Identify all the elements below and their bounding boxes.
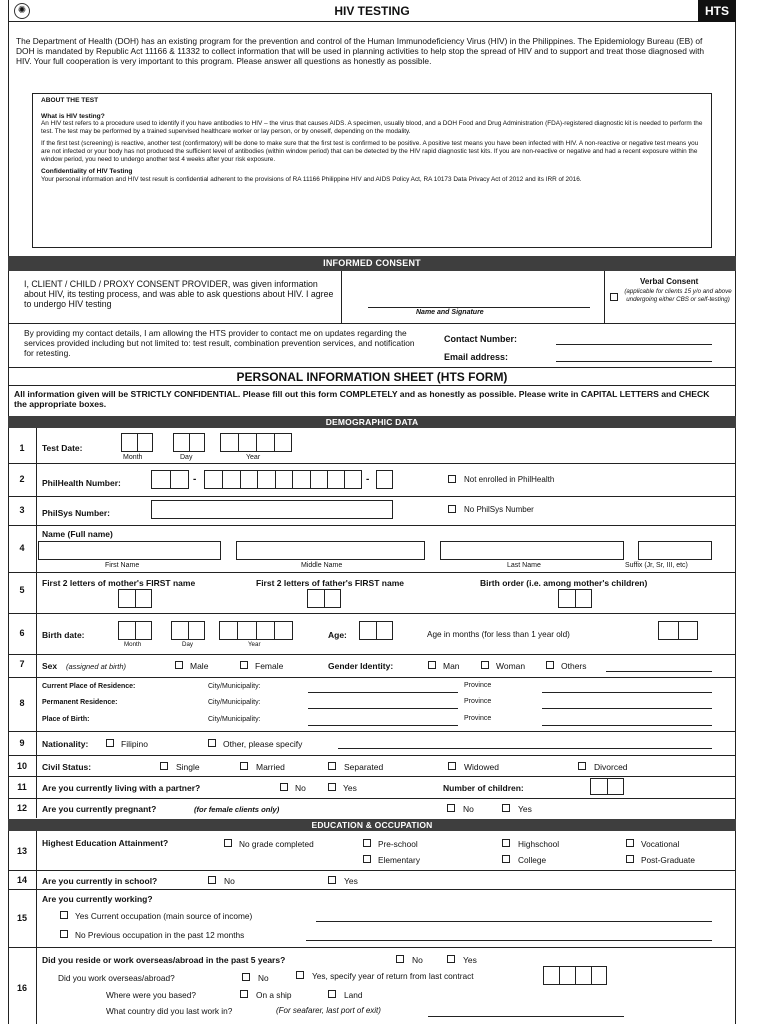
about-q1-text: An HIV test refers to a procedure used to identify if you have antibodies to HIV – the virus that causes AIDS. A specimen, usually blood, and a DOH Food and Drug Administration (FDA)-registered diagnostic kit is needed to perform the test. The test may be performed by a trained supervised healthcare worker or lay person, or by oneself, depending on the modality. [41,120,703,135]
birth-city-field[interactable] [308,725,458,726]
about-q3-title: Confidentiality of HIV Testing [41,168,133,176]
other-nationality-label: Other, please specify [223,739,303,749]
pregnant-question: Are you currently pregnant? [42,804,157,814]
philhealth-part3-input[interactable] [376,470,393,489]
middle-name-caption: Middle Name [301,562,343,569]
others-gender-checkbox[interactable] [546,661,554,669]
last-name-caption: Last Name [507,562,541,569]
intro-paragraph: The Department of Health (DOH) has an existing program for the prevention and control of the Human Immunodeficiency Virus (HIV) in the Philippines. The Epidemiology Bureau (EB) of DOH is mandated by Republic Act 11166 & 11332 to collect information that will be used in planning activities to help stop the spread of HIV and to support and treat those diagnosed with HIV. Your full cooperation is very important to this program. Please answer all questions as honestly as possible. [16,36,705,66]
email-field[interactable] [556,361,712,362]
test-date-label: Test Date: [42,443,83,453]
age-months-label: Age in months (for less than 1 year old) [427,630,570,639]
no-philsys-checkbox[interactable] [448,505,456,513]
country-note: (For seafarer, last port of exit) [276,1006,381,1015]
work-abroad-no-checkbox[interactable] [242,973,250,981]
city-label: City/Municipality: [208,699,261,706]
province-label: Province [464,698,492,705]
contact-number-field[interactable] [556,344,712,345]
month-caption: Month [123,454,143,461]
education-question: Highest Education Attainment? [42,838,169,848]
separated-checkbox[interactable] [328,762,336,770]
contact-number-label: Contact Number: [444,334,518,344]
land-checkbox[interactable] [328,990,336,998]
land-label: Land [344,990,363,1000]
current-residence-label: Current Place of Residence: [42,683,136,690]
last-name-input[interactable] [440,541,624,560]
male-checkbox[interactable] [175,661,183,669]
informed-consent-bar: INFORMED CONSENT [8,256,736,271]
day-caption: Day [180,454,193,461]
row-number: 9 [19,738,25,748]
divorced-checkbox[interactable] [578,762,586,770]
row-number: 6 [19,628,25,638]
current-province-field[interactable] [542,692,712,693]
pis-title: PERSONAL INFORMATION SHEET (HTS FORM) [236,370,508,384]
row-number: 13 [16,846,27,856]
elementary-checkbox[interactable] [363,855,371,863]
highschool-checkbox[interactable] [502,839,510,847]
working-question: Are you currently working? [42,894,153,904]
birth-province-field[interactable] [542,725,712,726]
male-label: Male [190,661,209,671]
abroad-yes-checkbox[interactable] [447,955,455,963]
father-initials-label: First 2 letters of father's FIRST name [256,578,404,588]
current-occupation-field[interactable] [316,921,712,922]
verbal-consent-note: (applicable for clients 15 y/o and above undergoing either CBS or self-testing) [624,288,732,303]
preschool-label: Pre-school [378,839,418,849]
ship-checkbox[interactable] [240,990,248,998]
work-abroad-yes-label: Yes, specify year of return from last contract [312,971,474,981]
row-number: 12 [16,803,27,813]
row-number: 10 [16,761,27,771]
current-city-field[interactable] [308,692,458,693]
philsys-input[interactable] [151,500,393,519]
philhealth-label: PhilHealth Number: [42,478,121,488]
sex-label: Sex [42,661,58,671]
month-caption: Month [124,641,142,648]
row-number: 2 [19,474,25,484]
last-country-field[interactable] [428,1016,624,1017]
hts-badge: HTS [698,0,736,22]
in-school-no-label: No [224,876,235,886]
single-checkbox[interactable] [160,762,168,770]
divorced-label: Divorced [594,762,628,772]
abroad-no-label: No [412,955,423,965]
suffix-input[interactable] [638,541,712,560]
no-grade-checkbox[interactable] [224,839,232,847]
working-no-label: No Previous occupation in the past 12 months [75,930,245,940]
education-occupation-bar: EDUCATION & OCCUPATION [8,819,736,831]
gender-identity-label: Gender Identity: [328,661,394,671]
verbal-consent-title: Verbal Consent [640,277,699,286]
suffix-caption: Suffix (Jr, Sr, III, etc) [625,562,688,569]
abroad-no-checkbox[interactable] [396,955,404,963]
province-label: Province [464,682,492,689]
consent-statement: I, CLIENT / CHILD / PROXY CONSENT PROVIDER, was given information about HIV, its testing process, and was able to ask questions about HIV. I agree to undergo HIV testing [24,279,334,309]
demographic-data-bar: DEMOGRAPHIC DATA [8,416,736,428]
philsys-label: PhilSys Number: [42,508,111,518]
work-abroad-question: Did you work overseas/abroad? [58,973,175,983]
row-number: 1 [19,443,25,453]
nationality-label: Nationality: [42,739,89,749]
children-label: Number of children: [443,783,524,793]
widowed-label: Widowed [464,762,499,772]
birth-date-label: Birth date: [42,630,85,640]
vocational-label: Vocational [641,839,680,849]
about-q1-title: What is HIV testing? [41,112,105,120]
partner-yes-label: Yes [343,783,357,793]
based-question: Where were you based? [106,990,196,1000]
female-label: Female [255,661,284,671]
abroad-question: Did you reside or work overseas/abroad in the past 5 years? [42,955,286,965]
college-label: College [518,855,547,865]
other-nationality-checkbox[interactable] [208,739,216,747]
man-checkbox[interactable] [428,661,436,669]
row-number: 14 [16,875,27,885]
work-abroad-yes-checkbox[interactable] [296,971,304,979]
not-philhealth-label: Not enrolled in PhilHealth [464,475,555,484]
others-gender-field[interactable] [606,671,712,672]
working-no-checkbox[interactable] [60,930,68,938]
widowed-checkbox[interactable] [448,762,456,770]
about-the-test-box [32,93,712,248]
work-abroad-no-label: No [258,973,269,983]
day-caption: Day [182,641,194,648]
college-checkbox[interactable] [502,855,510,863]
postgrad-checkbox[interactable] [626,855,634,863]
preschool-checkbox[interactable] [363,839,371,847]
place-of-birth-label: Place of Birth: [42,716,90,723]
pregnant-no-label: No [463,804,474,814]
pregnant-yes-checkbox[interactable] [502,804,510,812]
woman-label: Woman [496,661,526,671]
working-yes-label: Yes Current occupation (main source of income) [75,911,253,921]
row-number: 5 [19,585,25,595]
signature-line[interactable] [368,307,590,308]
row-number: 4 [19,543,25,553]
signature-label: Name and Signature [416,309,484,316]
previous-occupation-field[interactable] [306,940,712,941]
married-checkbox[interactable] [240,762,248,770]
no-philsys-label: No PhilSys Number [464,505,534,514]
postgrad-label: Post-Graduate [641,855,695,865]
province-label: Province [464,715,492,722]
mother-initials-label: First 2 letters of mother's FIRST name [42,578,196,588]
in-school-question: Are you currently in school? [42,876,158,886]
filipino-label: Filipino [121,739,148,749]
man-label: Man [443,661,460,671]
city-label: City/Municipality: [208,683,261,690]
doh-seal-icon: ✺ [14,3,30,19]
highschool-label: Highschool [518,839,560,849]
first-name-caption: First Name [105,562,140,569]
in-school-yes-label: Yes [344,876,358,886]
partner-question: Are you currently living with a partner? [42,783,201,793]
pregnant-no-checkbox[interactable] [447,804,455,812]
others-gender-label: Others [561,661,587,671]
married-label: Married [256,762,285,772]
contact-consent-text: By providing my contact details, I am allowing the HTS provider to contact me on updates regarding the services provided including but not limited to: test result, combination prevention services, and notification for retesting. [24,328,415,358]
full-name-label: Name (Full name) [42,529,113,539]
philhealth-part2-input[interactable] [204,470,362,489]
partner-yes-checkbox[interactable] [328,783,336,791]
woman-checkbox[interactable] [481,661,489,669]
country-question: What country did you last work in? [106,1006,233,1016]
birth-order-label: Birth order (i.e. among mother's children) [480,578,648,588]
abroad-yes-label: Yes [463,955,477,965]
email-label: Email address: [444,352,509,362]
ship-label: On a ship [256,990,292,1000]
in-school-yes-checkbox[interactable] [328,876,336,884]
about-q2-text: If the first test (screening) is reactive, another test (confirmatory) will be done to make sure that the first test is confirmed to be positive. A positive test means you have been infected with HIV. A non-reactive or negative test means you are not infected or your body has not produced the sufficient level of antibodies (within window period) that can be detected by the HIV rapid diagnostic test kits. If you are non-reactive or negative and had a recent exposure within the window period, you need to undergo another test 4 weeks after your risk exposure. [41,140,699,163]
about-q3-text: Your personal information and HIV test result is confidential adherent to the provisions of RA 11166 Philippine HIV and AIDS Policy Act, RA 10173 Data Privacy Act of 2012 and its IRR of 2016. [41,175,582,183]
permanent-city-field[interactable] [308,708,458,709]
in-school-no-checkbox[interactable] [208,876,216,884]
row-number: 7 [19,659,25,669]
first-name-input[interactable] [38,541,221,560]
permanent-residence-label: Permanent Residence: [42,699,118,706]
civil-status-label: Civil Status: [42,762,92,772]
year-caption: Year [246,454,261,461]
no-grade-label: No grade completed [239,839,314,849]
row-number: 16 [16,983,27,993]
pregnant-note: (for female clients only) [194,805,280,814]
verbal-consent-checkbox[interactable] [610,293,618,301]
middle-name-input[interactable] [236,541,425,560]
year-caption: Year [248,641,261,648]
vocational-checkbox[interactable] [626,839,634,847]
permanent-province-field[interactable] [542,708,712,709]
elementary-label: Elementary [378,855,420,865]
row-number: 8 [19,698,25,708]
row-number: 11 [17,782,27,792]
filipino-checkbox[interactable] [106,739,114,747]
female-checkbox[interactable] [240,661,248,669]
not-philhealth-checkbox[interactable] [448,475,456,483]
form-title: HIV TESTING [334,4,410,18]
about-title: ABOUT THE TEST [41,97,99,104]
city-label: City/Municipality: [208,716,261,723]
other-nationality-field[interactable] [338,748,712,749]
sex-note: (assigned at birth) [66,662,127,671]
single-label: Single [176,762,200,772]
row-number: 3 [19,505,25,515]
separated-label: Separated [344,762,384,772]
partner-no-label: No [295,783,306,793]
pregnant-yes-label: Yes [518,804,532,814]
partner-no-checkbox[interactable] [280,783,288,791]
working-yes-checkbox[interactable] [60,911,68,919]
age-label: Age: [328,630,347,640]
pis-note: All information given will be STRICTLY CONFIDENTIAL. Please fill out this form COMPLETELY and as honestly as possible. Please write in CAPITAL LETTERS and CHECK the appropriate boxes. [14,389,710,409]
row-number: 15 [16,913,27,923]
